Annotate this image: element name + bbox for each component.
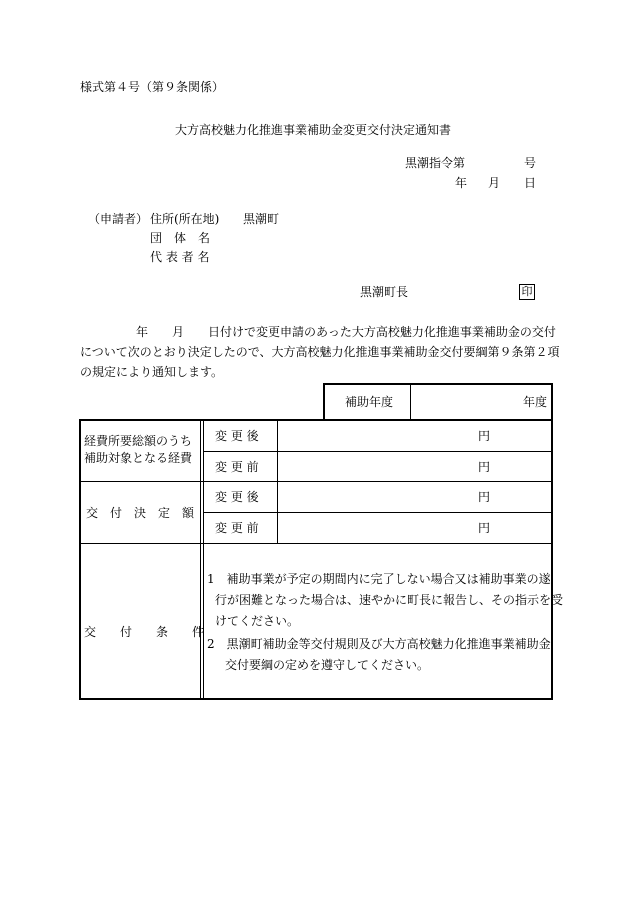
notice-number-suffix: 号	[524, 156, 537, 170]
form-label: 様式第４号（第９条関係）	[80, 80, 225, 94]
issuer-name: 黒潮町長	[360, 285, 409, 299]
representative-label: 代 表 者 名	[150, 250, 210, 264]
fiscal-year-unit: 年度	[523, 395, 548, 409]
expense-after-change-yen: 円	[478, 429, 491, 443]
body-month: 月	[172, 325, 185, 339]
applicant-label: （申請者）	[88, 212, 149, 226]
date-month: 月	[488, 176, 501, 190]
conditions-label: 交 付 条 件	[84, 625, 205, 639]
body-year: 年	[136, 325, 149, 339]
grant-amount-label: 交 付 決 定 額	[86, 506, 195, 520]
seal-mark: 印	[519, 284, 535, 300]
notice-number-prefix: 黒潮指令第	[405, 156, 466, 170]
grant-before-change-label: 変 更 前	[215, 521, 259, 535]
expense-label-line-2: 補助対象となる経費	[84, 451, 193, 465]
expense-after-change-label: 変 更 後	[215, 429, 259, 443]
body-line-2: について次のとおり決定したので、大方高校魅力化推進事業補助金交付要綱第９条第２項	[80, 345, 560, 359]
body-line-3: の規定により通知します。	[80, 365, 224, 379]
date-year: 年	[455, 176, 468, 190]
grant-after-change-label: 変 更 後	[215, 490, 259, 504]
expense-label-line-1: 経費所要総額のうち	[84, 434, 193, 448]
condition-item-1: 1 補助事業が予定の期間内に完了しない場合又は補助事業の遂 行が困難となった場合は、速やかに町長に報告し、その指示を受 けてください。	[207, 572, 564, 628]
notice-body	[80, 322, 560, 382]
grant-before-change-yen: 円	[478, 521, 491, 535]
body-line-1: 日付けで変更申請のあった大方高校魅力化推進事業補助金の交付	[208, 325, 556, 339]
address-value: 黒潮町	[243, 212, 280, 226]
fiscal-year-label: 補助年度	[345, 395, 394, 409]
organization-label: 団 体 名	[150, 231, 211, 245]
address-label: 住所(所在地)	[150, 212, 220, 226]
document-title: 大方高校魅力化推進事業補助金変更交付決定通知書	[175, 123, 452, 137]
date-day: 日	[524, 176, 537, 190]
expense-before-change-label: 変 更 前	[215, 460, 259, 474]
grant-after-change-yen: 円	[478, 490, 491, 504]
expense-before-change-yen: 円	[478, 460, 491, 474]
condition-item-2: 2 黒潮町補助金等交付規則及び大方高校魅力化推進事業補助金 交付要綱の定めを遵守してください。	[207, 637, 551, 672]
